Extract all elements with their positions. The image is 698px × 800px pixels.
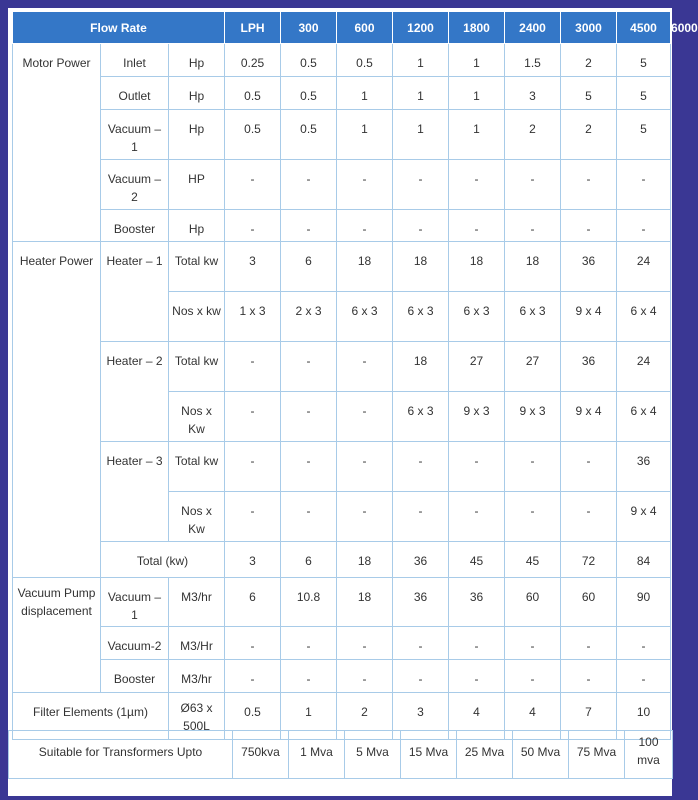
value-cell: - — [393, 660, 449, 693]
unit-cell: Hp — [169, 44, 225, 77]
value-cell: 60 — [505, 578, 561, 627]
row-label: Outlet — [101, 77, 169, 110]
unit-cell: Total kw — [169, 442, 225, 492]
value-cell: - — [393, 627, 449, 660]
value-cell: - — [225, 627, 281, 660]
value-cell: 9 x 3 — [449, 392, 505, 442]
value-cell: 36 — [561, 242, 617, 292]
value-cell: 36 — [617, 442, 671, 492]
value-cell: - — [561, 210, 617, 242]
unit-cell: Hp — [169, 110, 225, 160]
total-kw-label: Total (kw) — [101, 542, 225, 578]
table-row — [13, 342, 671, 392]
row-label: Vacuum – 1 — [101, 578, 169, 627]
unit-cell: M3/hr — [169, 578, 225, 627]
value-cell: 1 — [449, 77, 505, 110]
value-cell: 72 — [561, 542, 617, 578]
value-cell: - — [337, 392, 393, 442]
table-row — [13, 542, 671, 578]
value-cell: 36 — [561, 342, 617, 392]
value-cell: 6 x 4 — [617, 392, 671, 442]
value-cell: 18 — [449, 242, 505, 292]
suitable-table — [8, 730, 673, 779]
value-cell: - — [449, 442, 505, 492]
value-cell: - — [617, 660, 671, 693]
value-cell: - — [393, 210, 449, 242]
value-cell: 3 — [505, 77, 561, 110]
header-col: 1800 — [449, 12, 505, 44]
value-cell: 0.5 — [281, 44, 337, 77]
value-cell: 0.5 — [281, 110, 337, 160]
spec-table — [12, 12, 698, 740]
value-cell: - — [449, 160, 505, 210]
unit-cell: Ø63 x 500L — [169, 693, 225, 740]
unit-cell: Hp — [169, 77, 225, 110]
value-cell: - — [393, 442, 449, 492]
header-flow-rate: Flow Rate — [13, 12, 225, 44]
row-label: Booster — [101, 210, 169, 242]
value-cell: - — [505, 627, 561, 660]
table-row — [9, 731, 673, 779]
value-cell: 18 — [337, 578, 393, 627]
value-cell: 0.5 — [225, 77, 281, 110]
value-cell: 0.25 — [225, 44, 281, 77]
value-cell: 84 — [617, 542, 671, 578]
value-cell: 18 — [505, 242, 561, 292]
value-cell: 2 — [561, 44, 617, 77]
value-cell: - — [281, 210, 337, 242]
value-cell: 36 — [449, 578, 505, 627]
value-cell: 1 — [393, 77, 449, 110]
table-row — [13, 578, 671, 627]
heater-label: Heater – 2 — [101, 342, 169, 442]
value-cell: 27 — [505, 342, 561, 392]
value-cell: - — [505, 492, 561, 542]
group-label-heater-power: Heater Power — [13, 242, 101, 578]
value-cell: - — [225, 660, 281, 693]
value-cell: - — [281, 442, 337, 492]
header-col: 3000 — [561, 12, 617, 44]
table-row — [13, 160, 671, 210]
value-cell: 18 — [393, 342, 449, 392]
value-cell: 36 — [393, 542, 449, 578]
value-cell: 4 — [505, 693, 561, 740]
value-cell: 45 — [449, 542, 505, 578]
value-cell: - — [225, 342, 281, 392]
value-cell: - — [449, 210, 505, 242]
value-cell: - — [561, 660, 617, 693]
table-row — [13, 77, 671, 110]
value-cell: 6 x 3 — [449, 292, 505, 342]
value-cell: - — [337, 210, 393, 242]
value-cell: - — [617, 160, 671, 210]
row-label: Inlet — [101, 44, 169, 77]
value-cell: - — [281, 660, 337, 693]
value-cell: 2 — [561, 110, 617, 160]
value-cell: 1 — [337, 77, 393, 110]
header-col: 600 — [337, 12, 393, 44]
value-cell: 4 — [449, 693, 505, 740]
value-cell: 5 Mva — [345, 731, 401, 779]
value-cell: 0.5 — [281, 77, 337, 110]
value-cell: 1 — [337, 110, 393, 160]
value-cell: - — [561, 442, 617, 492]
table-row — [13, 210, 671, 242]
value-cell: - — [225, 492, 281, 542]
value-cell: 1 — [393, 44, 449, 77]
value-cell: - — [225, 392, 281, 442]
value-cell: 75 Mva — [569, 731, 625, 779]
value-cell: 45 — [505, 542, 561, 578]
value-cell: - — [281, 627, 337, 660]
value-cell: 1 — [449, 110, 505, 160]
group-label-vacuum-pump: Vacuum Pump displacement — [13, 578, 101, 693]
value-cell: 60 — [561, 578, 617, 627]
row-label: Vacuum – 1 — [101, 110, 169, 160]
value-cell: 18 — [337, 542, 393, 578]
value-cell: 6 x 3 — [393, 292, 449, 342]
value-cell: 50 Mva — [513, 731, 569, 779]
header-row: Flow Rate LPH 300 600 1200 1800 2400 3000 4500 6000 — [13, 12, 671, 44]
value-cell: 0.5 — [337, 44, 393, 77]
table-row — [13, 242, 671, 292]
value-cell: 6 x 3 — [337, 292, 393, 342]
value-cell: 9 x 4 — [561, 292, 617, 342]
value-cell: 3 — [393, 693, 449, 740]
value-cell: - — [449, 492, 505, 542]
value-cell: 3 — [225, 542, 281, 578]
value-cell: 9 x 4 — [617, 492, 671, 542]
value-cell: 1 Mva — [289, 731, 345, 779]
value-cell: 15 Mva — [401, 731, 457, 779]
value-cell: 25 Mva — [457, 731, 513, 779]
value-cell: 100 mva — [625, 731, 673, 779]
unit-cell: Hp — [169, 210, 225, 242]
value-cell: 5 — [561, 77, 617, 110]
value-cell: - — [225, 442, 281, 492]
value-cell: 5 — [617, 77, 671, 110]
value-cell: 7 — [561, 693, 617, 740]
value-cell: 1 — [281, 693, 337, 740]
unit-cell: M3/Hr — [169, 627, 225, 660]
value-cell: 1 — [393, 110, 449, 160]
value-cell: - — [281, 392, 337, 442]
header-lph: LPH — [225, 12, 281, 44]
value-cell: - — [561, 627, 617, 660]
value-cell: 27 — [449, 342, 505, 392]
value-cell: - — [225, 210, 281, 242]
value-cell: - — [393, 492, 449, 542]
value-cell: 6 x 4 — [617, 292, 671, 342]
value-cell: 9 x 4 — [561, 392, 617, 442]
unit-cell: Nos x Kw — [169, 492, 225, 542]
value-cell: - — [337, 492, 393, 542]
value-cell: - — [225, 160, 281, 210]
header-col: 1200 — [393, 12, 449, 44]
unit-cell: Total kw — [169, 342, 225, 392]
table-row — [13, 110, 671, 160]
value-cell: - — [561, 492, 617, 542]
value-cell: - — [393, 160, 449, 210]
value-cell: 6 — [281, 542, 337, 578]
table-row — [13, 442, 671, 492]
value-cell: - — [449, 627, 505, 660]
suitable-label: Suitable for Transformers Upto — [9, 731, 233, 779]
value-cell: - — [561, 160, 617, 210]
value-cell: - — [505, 160, 561, 210]
unit-cell: Total kw — [169, 242, 225, 292]
heater-label: Heater – 1 — [101, 242, 169, 342]
spec-panel — [8, 8, 698, 796]
value-cell: 10.8 — [281, 578, 337, 627]
value-cell: - — [449, 660, 505, 693]
value-cell: 36 — [393, 578, 449, 627]
row-label: Booster — [101, 660, 169, 693]
value-cell: 1 — [449, 44, 505, 77]
value-cell: 750kva — [233, 731, 289, 779]
unit-cell: Nos x kw — [169, 292, 225, 342]
header-col: 4500 — [617, 12, 671, 44]
value-cell: - — [617, 210, 671, 242]
value-cell: - — [505, 660, 561, 693]
value-cell: 0.5 — [225, 693, 281, 740]
value-cell: 1 x 3 — [225, 292, 281, 342]
value-cell: - — [337, 160, 393, 210]
unit-cell: M3/hr — [169, 660, 225, 693]
heater-label: Heater – 3 — [101, 442, 169, 542]
value-cell: - — [281, 492, 337, 542]
row-label: Vacuum-2 — [101, 627, 169, 660]
value-cell: - — [337, 442, 393, 492]
value-cell: 5 — [617, 110, 671, 160]
value-cell: 6 — [281, 242, 337, 292]
value-cell: 2 — [505, 110, 561, 160]
value-cell: 9 x 3 — [505, 392, 561, 442]
header-col: 300 — [281, 12, 337, 44]
value-cell: - — [337, 342, 393, 392]
value-cell: - — [337, 627, 393, 660]
value-cell: 1.5 — [505, 44, 561, 77]
value-cell: 6 — [225, 578, 281, 627]
value-cell: 2 x 3 — [281, 292, 337, 342]
header-col: 2400 — [505, 12, 561, 44]
value-cell: 24 — [617, 342, 671, 392]
table-row — [13, 627, 671, 660]
value-cell: 5 — [617, 44, 671, 77]
unit-cell: Nos x Kw — [169, 392, 225, 442]
unit-cell: HP — [169, 160, 225, 210]
table-row — [13, 660, 671, 693]
row-label: Vacuum – 2 — [101, 160, 169, 210]
value-cell: - — [505, 210, 561, 242]
value-cell: 0.5 — [225, 110, 281, 160]
value-cell: 2 — [337, 693, 393, 740]
value-cell: 6 x 3 — [505, 292, 561, 342]
value-cell: - — [337, 660, 393, 693]
value-cell: 10 — [617, 693, 671, 740]
value-cell: 18 — [337, 242, 393, 292]
value-cell: 24 — [617, 242, 671, 292]
value-cell: - — [505, 442, 561, 492]
value-cell: - — [617, 627, 671, 660]
value-cell: - — [281, 160, 337, 210]
value-cell: 6 x 3 — [393, 392, 449, 442]
value-cell: - — [281, 342, 337, 392]
value-cell: 3 — [225, 242, 281, 292]
group-label-motor-power: Motor Power — [13, 44, 101, 242]
table-row — [13, 44, 671, 77]
value-cell: 18 — [393, 242, 449, 292]
value-cell: 90 — [617, 578, 671, 627]
filter-label: Filter Elements (1µm) — [13, 693, 169, 740]
